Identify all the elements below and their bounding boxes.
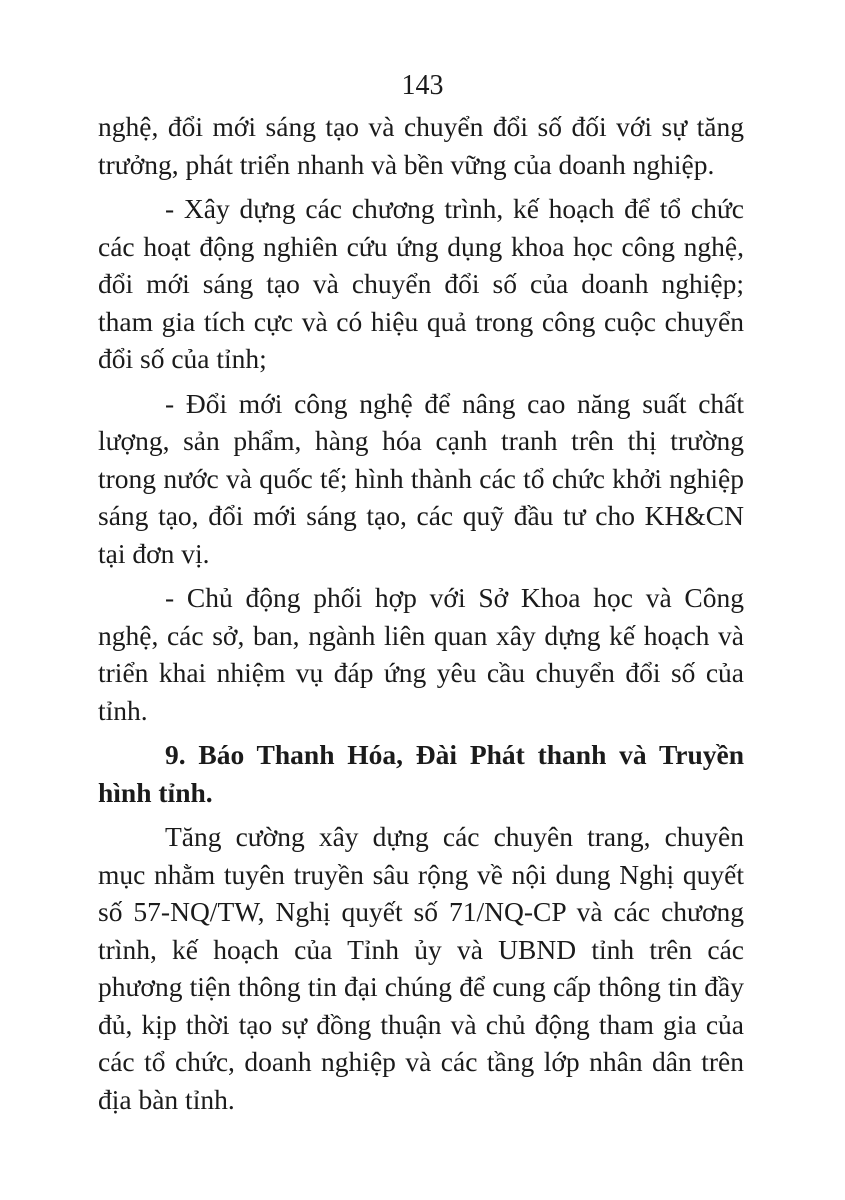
paragraph-continuation: nghệ, đổi mới sáng tạo và chuyển đổi số đối với sự tăng trưởng, phát triển nhanh và bền vững của doanh nghiệp. xyxy=(98,111,744,180)
paragraph-dash-item-2: - Đổi mới công nghệ để nâng cao năng suất chất lượng, sản phẩm, hàng hóa cạnh tranh trên thị trường trong nước và quốc tế; hình thành các tổ chức khởi nghiệp sáng tạo, đổi mới sáng tạo, các quỹ đầu tư cho KH&CN tại đơn vị. xyxy=(98,387,744,569)
page-number: 143 xyxy=(401,70,444,101)
section-heading: 9. Báo Thanh Hóa, Đài Phát thanh và Truyền hình tỉnh. xyxy=(98,739,744,808)
paragraph-dash-item-3: - Chủ động phối hợp với Sở Khoa học và Công nghệ, các sở, ban, ngành liên quan xây dựng kế hoạch và triển khai nhiệm vụ đáp ứng yêu cầu chuyển đổi số của tỉnh. xyxy=(98,582,744,726)
paragraph-dash-item-1: - Xây dựng các chương trình, kế hoạch để tổ chức các hoạt động nghiên cứu ứng dụng khoa học công nghệ, đổi mới sáng tạo và chuyển đổi số của doanh nghiệp; tham gia tích cực và có hiệu quả trong công cuộc chuyển đổi số của tỉnh; xyxy=(98,193,744,374)
paragraph-body: Tăng cường xây dựng các chuyên trang, chuyên mục nhằm tuyên truyền sâu rộng về nội dung Nghị quyết số 57-NQ/TW, Nghị quyết số 71/NQ-CP và các chương trình, kế hoạch của Tỉnh ủy và UBND tỉnh trên các phương tiện thông tin đại chúng để cung cấp thông tin đầy đủ, kịp thời tạo sự đồng thuận và chủ động tham gia của các tổ chức, doanh nghiệp và các tầng lớp nhân dân trên địa bàn tỉnh. xyxy=(98,821,744,1115)
document-body xyxy=(98,108,744,1125)
